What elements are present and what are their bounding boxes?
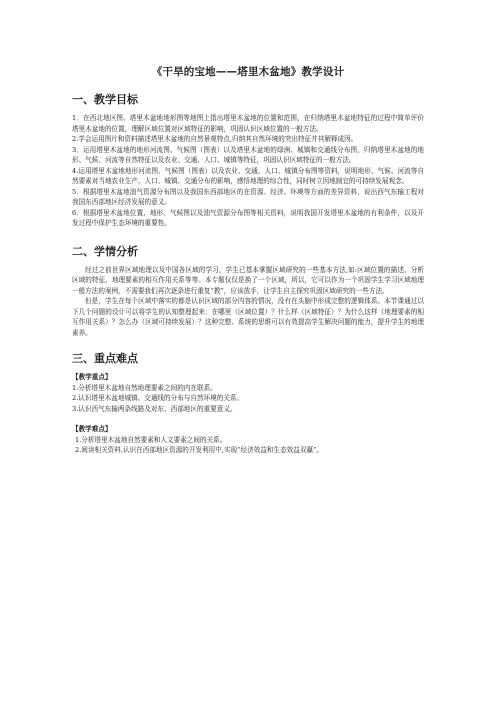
learner-analysis-paragraph: 经过之前世界区域地理以及中国各区域的学习，学生已基本掌握区域研究的一些基本方法,如:区域位置的描述、分析区域的特征、地理要素的相互作用关系等等。本专题仅仅是换了一个区域，所以，它可以作为一个巩固学生学习区域地理一般方法的案例，不需要我们再次逐条进行重复“教”，应该放手，让学生自主探究巩固区域研究的一些方法。	[72, 265, 424, 295]
difficulty-item: 2.阅读相关资料,认识在西部地区资源的开发利用中,实现“经济效益和生态效益双赢”。	[75, 446, 324, 454]
objective-item: 3．运用塔里木盆地的地形河流图、气候图（图表）以及塔里木盆地的绿洲、城镇和交通线分布图，归纳塔里木盆地的地形、气候、河流等自然特征以及农业、交通、人口、城镇等特征，巩固认识区域特征的一般方法。	[72, 145, 424, 164]
learner-analysis-paragraph: 但是，学生在每个区域中落实的都是认识区域的部分内容的情况，没有在头脑中形成完整的逻辑体系。本节课通过以下几个问题的设计可以将学生的认知整理起来：在哪里（区域位置）？什么样（区域特征）？为什么这样（地理要素的相互作用关系）？怎么办（区域可持续发展）？这种完整、系统的思维可以有效提高学生解决问题的能力，提升学生的地理素养。	[72, 297, 424, 337]
key-point-item: 2.认识塔里木盆地城镇、交通线的分布与自然环境的关系。	[72, 394, 244, 402]
objective-item: 4.运用塔里木盆地地形河流图、气候图（图表）以及农业、交通、人口、城镇分布图等资料，说明地形、气候、河流等自然要素对当地农业生产、人口、城镇、交通分布的影响，感悟地理的综合性，同时树立因地制宜的可持续发展观念。	[72, 166, 424, 185]
section-heading-objectives: 一、教学目标	[72, 93, 138, 106]
key-point-item: 1.分析塔里木盆地自然地理要素之间的内在联系。	[72, 383, 217, 392]
objective-item: 1．在西北地区图、塔里木盆地地形图等地图上指出塔里木盆地的位置和范围，在归纳塔里木盆地特征的过程中简单评价塔里木盆地的位置，理解区域位置对区域特征的影响，巩固认识区域位置的一般方法。	[72, 114, 424, 133]
key-point-item: 3.认识西气东输两条线路及对东、西部地区的重要意义。	[72, 404, 237, 413]
objective-item: 5．根据塔里木盆地油气资源分布图以及我国东西部地区的在资源、经济、环境等方面的差异资料，说出西气东输工程对我国东西部地区经济发展的意义。	[72, 187, 424, 206]
document-title: 《干旱的宝地——塔里木盆地》教学设计	[151, 66, 345, 78]
objective-item: 6．根据塔里木盆地位置、地形、气候图以及油气资源分布图等相关资料，说明我国开发塔里木盆地的有利条件，以及开发过程中保护生态环境的重要性。	[72, 208, 424, 227]
key-points-label: 【教学重点】	[72, 373, 112, 381]
section-heading-learner-analysis: 二、学情分析	[72, 244, 138, 258]
difficulty-item: 1.分析塔里木盆地自然要素和人文要素之间的关系。	[75, 435, 227, 444]
section-heading-key-points: 三、重点难点	[72, 352, 138, 365]
objective-item: 2.学会运用图片和资料描述塔里木盆地的自然景观特点,归纳其自然环境的突出特征并其解释成因。	[72, 135, 358, 143]
difficulties-label: 【教学难点】	[72, 425, 112, 433]
